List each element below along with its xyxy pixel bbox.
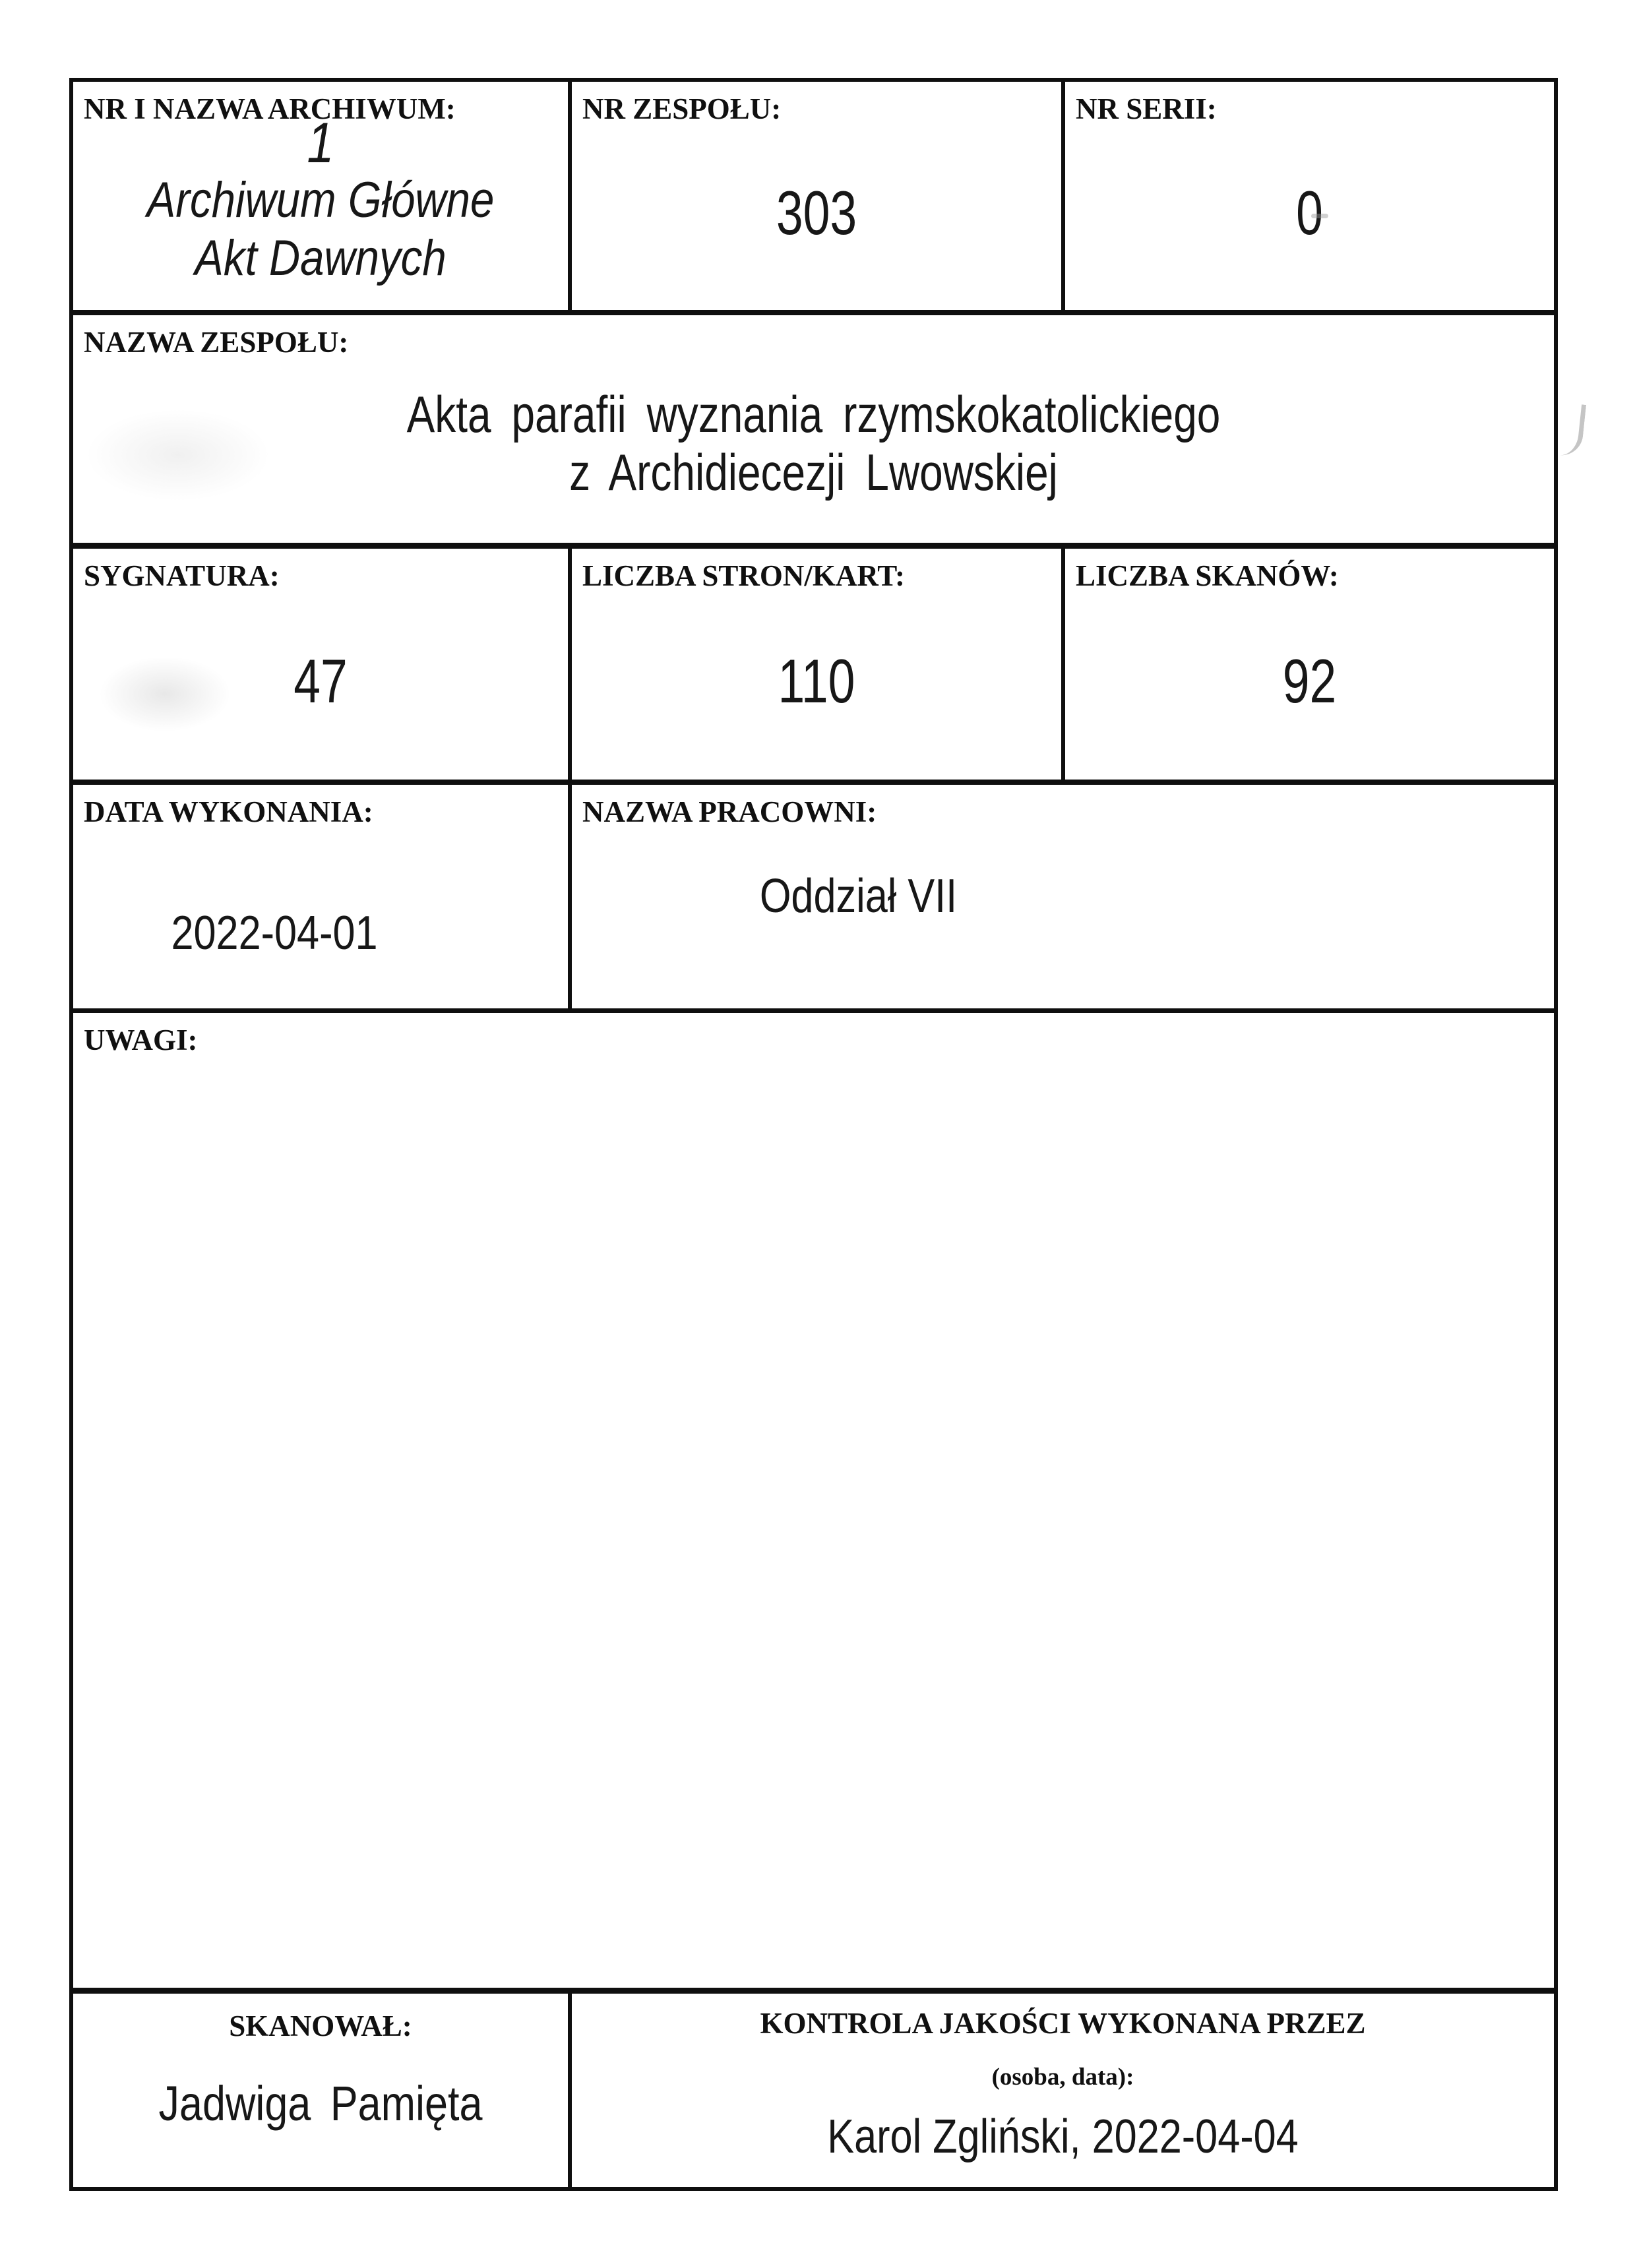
remarks-label: UWAGI: [84,1024,198,1057]
archive-name-line1: Archiwum Główne [146,172,495,228]
fonds-name-line1: Akta parafii wyznania rzymskokatolickiego [406,385,1221,443]
cell-scanned-by [73,1994,572,2187]
scan-artifact [1559,402,1586,457]
cell-archive [73,82,572,315]
fonds-number-value: 303 [776,178,857,247]
archive-name-line2: Akt Dawnych [195,230,447,287]
cell-remarks [73,1013,1554,1994]
quality-control-sublabel: (osoba, data): [991,2064,1134,2091]
metadata-table [69,78,1558,2191]
fonds-number-label: NR ZESPOŁU: [582,92,782,125]
series-number-value: 0 [1296,178,1323,247]
scan-date-label: DATA WYKONANIA: [84,795,373,828]
cell-signature [73,549,572,785]
scans-count-label: LICZBA SKANÓW: [1076,559,1339,592]
pages-count-value: 110 [778,646,855,716]
cell-workshop [572,785,1554,1013]
workshop-label: NAZWA PRACOWNI: [582,795,877,828]
fonds-name-label: NAZWA ZESPOŁU: [84,326,349,359]
series-number-label: NR SERII: [1076,92,1217,125]
archive-number: 1 [307,111,334,175]
quality-control-label: KONTROLA JAKOŚCI WYKONANA PRZEZ [760,2007,1366,2040]
archive-value [108,111,534,288]
fonds-name-value [206,385,1421,501]
scan-date-value: 2022-04-01 [171,907,378,960]
scanned-by-value: Jadwiga Pamięta [158,2076,483,2131]
cell-pages-count [572,549,1065,785]
cell-fonds-number [572,82,1065,315]
cell-fonds-name [73,315,1554,549]
cell-series-number [1065,82,1554,315]
signature-value: 47 [293,646,348,716]
scanned-by-label: SKANOWAŁ: [229,2009,412,2042]
scans-count-value: 92 [1282,646,1337,716]
pages-count-label: LICZBA STRON/KART: [582,559,905,592]
cell-quality-control [572,1994,1554,2187]
quality-control-value: Karol Zgliński, 2022-04-04 [827,2110,1299,2163]
cell-scans-count [1065,549,1554,785]
signature-label: SYGNATURA: [84,559,280,592]
archive-label: NR I NAZWA ARCHIWUM: [84,92,456,125]
fonds-name-line2: z Archidiecezji Lwowskiej [569,443,1058,502]
workshop-value: Oddział VII [759,870,958,923]
